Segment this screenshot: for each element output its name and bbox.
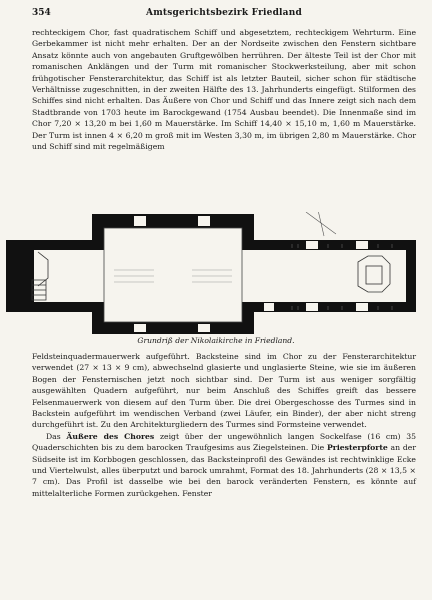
- nave-wall-north: [92, 214, 254, 228]
- paragraph-2-text: Feldsteinquadermauerwerk aufgeführt. Backsteine sind im Chor zu der Fensterarchitektur verwendet (27 × 13 × 9 cm), abwechselnd glasierte und unglasierte Steine, wie sie im äußeren Bogen der Fensternischen jetzt noch sichtbar sind. Der Turm ist aus weniger sorgfältig ausgewählten Quadern aufgeführt, nur beim Anschluß des Schiffes greift das bessere Felsenmauerwerk von diesem auf den Turm über. Die drei Obergeschosse des Turmes sind in Backstein aufgeführt im wendischen Verband (zwei Läufer, ein Binder), der aber nicht streng durchgeführt ist. Zu den Architekturgliedern des Turmes sind Formsteine verwendet.: [32, 352, 416, 430]
- running-title: Amtsgerichtsbezirk Friedland: [146, 8, 302, 18]
- north-arrow: [306, 212, 336, 236]
- paragraph-3-text: [32, 431, 416, 499]
- para3-lead: Das: [46, 431, 67, 441]
- page-number: 354: [32, 8, 51, 18]
- running-header: [32, 8, 416, 22]
- paragraph-1-text: rechteckigem Chor, fast quadratischem Schiff und abgesetztem, rechteckigem Wehrturm. Eine Gerbekammer ist nicht mehr erhalten. Der an der Nordseite zwischen den Fenstern sichtbare Ansatz könnte auch von angebauten Gruftgewölben herrühren. Der älteste Teil ist der Chor mit romanischen Anklängen und der Turm mit romanischer Stockwerksteilung, aber mit schon frühgotischer Fensterarchitektur, das Schiff ist als letzter Bauteil, sicher schon für städtische Verhältnisse zugeschnitten, in der zweiten Hälfte des 13. Jahrhunderts eingefügt. Stilformen des Schiffes sind nicht erhalten. Das Äußere von Chor und Schiff und das Innere zeigt sich nach dem Stadtbrande von 1703 heute im Barockgewand (1754 Ausbau beendet). Die Innenmaße sind im Chor 7,20 × 13,20 m bei 1,60 m Mauerstärke. Im Schiff 14,40 × 15,10 m, 1,60 m Mauerstärke. Der Turm ist innen 4 × 6,20 m groß mit im Westen 3,30 m, im übrigen 2,80 m Mauerstärke. Chor und Schiff sind mit regelmäßigem: [32, 28, 416, 152]
- nave-wall-east-north: [242, 214, 254, 250]
- altar: [358, 256, 390, 292]
- nave-interior: [104, 228, 242, 322]
- nave-wall-west-south: [92, 302, 104, 334]
- para3-body-2: an der Südseite ist im Korbbogen geschlossen, das Backsteinprofil des Gewändes ist rechtwinklige Ecke und Viertelwulst, alles überputzt und barock umrahmt, Format des 18. Jahrhunderts (28 × 13,5 × 7 cm). Das Profil ist dasselbe wie bei den barock veränderten Fenstern, es könnte auf mittelalterliche Formen zurückgehen. Fenster: [32, 443, 416, 498]
- figure-caption: Grundriß der Nikolaikirche in Friedland.: [137, 336, 295, 345]
- chancel-wall-south: [254, 302, 416, 312]
- nave-wall-south: [92, 322, 254, 334]
- chancel-wall-east: [406, 240, 416, 312]
- nave-wall-east-south: [242, 302, 254, 334]
- para3-body-1: zeigt über der ungewöhnlich langen Sockelfase (16 cm) 35 Quaderschichten bis zu dem barocken Traufgesims aus Ziegelsteinen. Die: [32, 431, 417, 453]
- nave-wall-west-north: [92, 214, 104, 250]
- para3-heading-pforte: Priesterpforte: [327, 443, 388, 453]
- chancel-wall-north: [254, 240, 416, 250]
- paragraph-1: [32, 27, 416, 152]
- para3-heading-chor: Äußere des Chores: [66, 431, 155, 441]
- tower-wall-west: [6, 240, 34, 312]
- floor-plan-figure: [6, 212, 426, 334]
- paragraph-2: [32, 351, 416, 499]
